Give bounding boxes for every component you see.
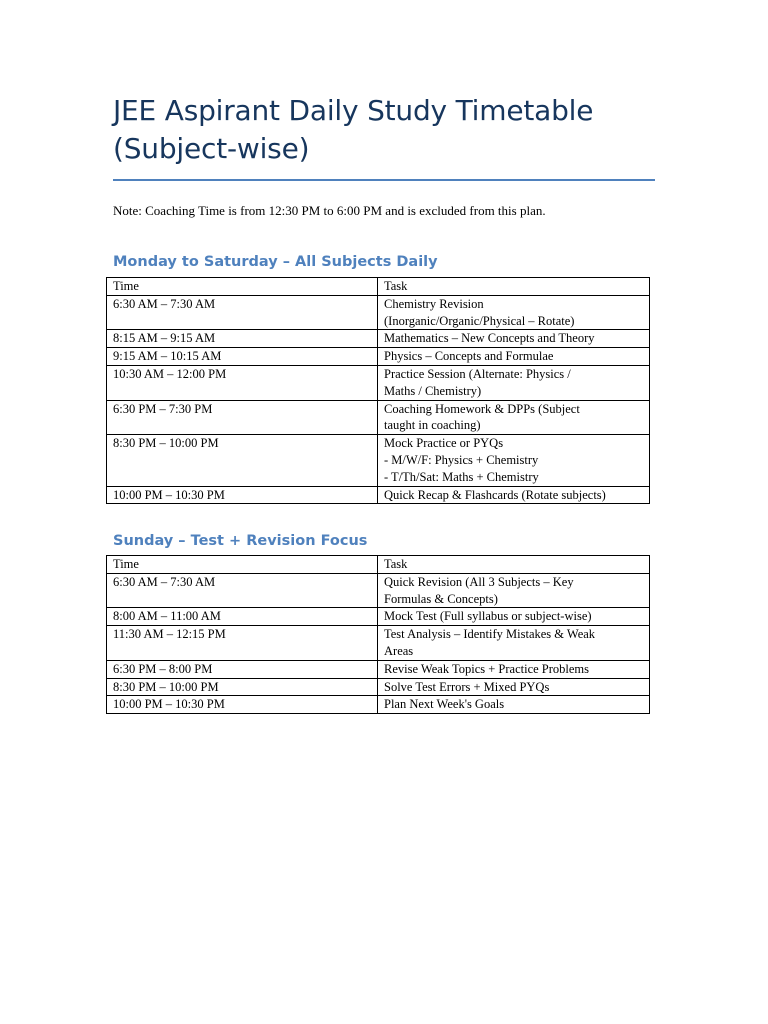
task-cell: Quick Revision (All 3 Subjects – Key Formulas & Concepts)	[378, 573, 650, 608]
sunday-timetable	[106, 555, 650, 714]
task-cell: Mock Test (Full syllabus or subject-wise)	[378, 608, 650, 626]
task-cell: Mathematics – New Concepts and Theory	[378, 330, 650, 348]
task-cell: Coaching Homework & DPPs (Subject taught in coaching)	[378, 400, 650, 435]
table-row	[107, 400, 650, 435]
table-row	[107, 435, 650, 486]
task-cell: Solve Test Errors + Mixed PYQs	[378, 678, 650, 696]
time-cell: 11:30 AM – 12:15 PM	[107, 626, 378, 661]
sunday-section-heading: Sunday – Test + Revision Focus	[113, 533, 368, 549]
task-cell: Mock Practice or PYQs - M/W/F: Physics + Chemistry - T/Th/Sat: Maths + Chemistry	[378, 435, 650, 486]
task-cell: Chemistry Revision (Inorganic/Organic/Physical – Rotate)	[378, 295, 650, 330]
table-row	[107, 696, 650, 714]
table-row	[107, 365, 650, 400]
table-row	[107, 678, 650, 696]
weekday-timetable	[106, 277, 650, 504]
time-cell: 8:00 AM – 11:00 AM	[107, 608, 378, 626]
task-cell: Quick Recap & Flashcards (Rotate subjects)	[378, 486, 650, 504]
table-row	[107, 348, 650, 366]
time-cell: 6:30 AM – 7:30 AM	[107, 573, 378, 608]
time-cell: 10:00 PM – 10:30 PM	[107, 696, 378, 714]
document-title: JEE Aspirant Daily Study Timetable (Subject-wise)	[113, 94, 594, 165]
weekday-section-heading: Monday to Saturday – All Subjects Daily	[113, 254, 438, 270]
time-cell: 6:30 PM – 8:00 PM	[107, 660, 378, 678]
table-row	[107, 486, 650, 504]
task-cell: Practice Session (Alternate: Physics / Maths / Chemistry)	[378, 365, 650, 400]
time-cell: 6:30 PM – 7:30 PM	[107, 400, 378, 435]
task-cell: Physics – Concepts and Formulae	[378, 348, 650, 366]
task-cell: Revise Weak Topics + Practice Problems	[378, 660, 650, 678]
table-row	[107, 608, 650, 626]
column-header-time: Time	[107, 556, 378, 574]
column-header-task: Task	[378, 556, 650, 574]
table-row	[107, 573, 650, 608]
table-row	[107, 626, 650, 661]
task-cell: Plan Next Week's Goals	[378, 696, 650, 714]
coaching-note: Note: Coaching Time is from 12:30 PM to 6:00 PM and is excluded from this plan.	[113, 203, 546, 218]
table-row	[107, 660, 650, 678]
table-header-row	[107, 556, 650, 574]
time-cell: 8:15 AM – 9:15 AM	[107, 330, 378, 348]
column-header-time: Time	[107, 278, 378, 296]
time-cell: 6:30 AM – 7:30 AM	[107, 295, 378, 330]
title-underline	[113, 179, 655, 181]
table-row	[107, 295, 650, 330]
task-cell: Test Analysis – Identify Mistakes & Weak Areas	[378, 626, 650, 661]
time-cell: 10:00 PM – 10:30 PM	[107, 486, 378, 504]
time-cell: 8:30 PM – 10:00 PM	[107, 678, 378, 696]
time-cell: 9:15 AM – 10:15 AM	[107, 348, 378, 366]
table-header-row	[107, 278, 650, 296]
table-row	[107, 330, 650, 348]
time-cell: 10:30 AM – 12:00 PM	[107, 365, 378, 400]
time-cell: 8:30 PM – 10:00 PM	[107, 435, 378, 486]
column-header-task: Task	[378, 278, 650, 296]
